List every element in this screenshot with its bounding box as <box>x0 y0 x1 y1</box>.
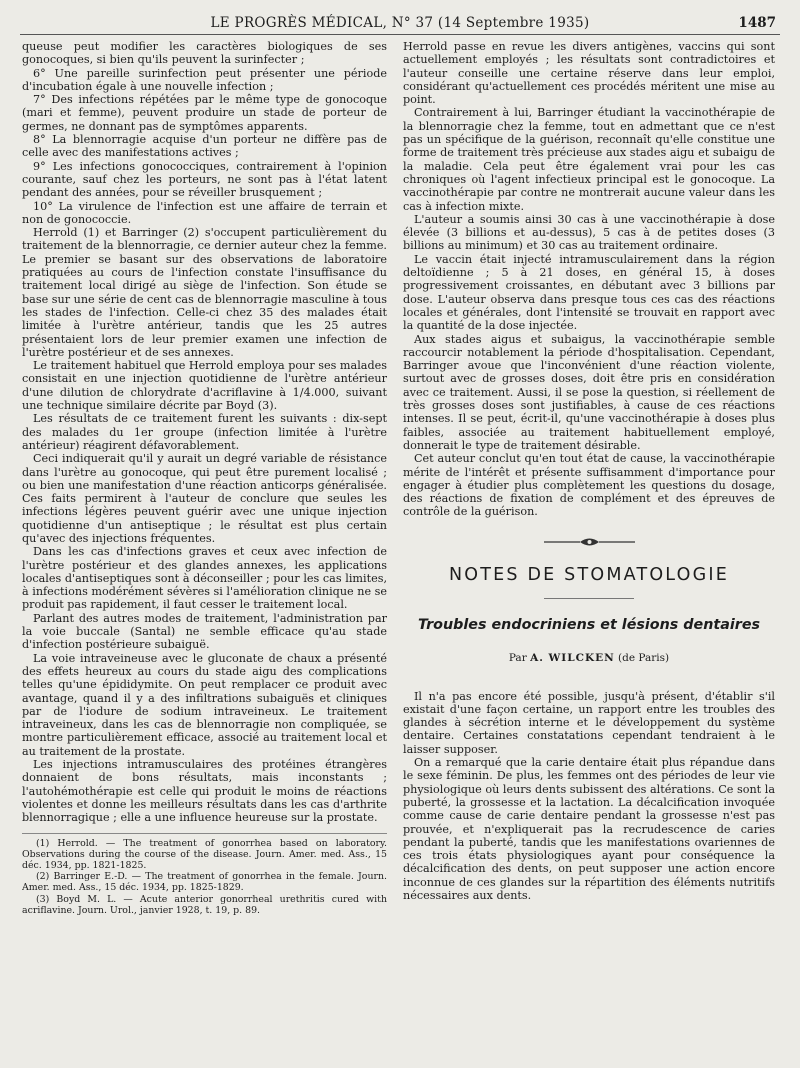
right-column <box>403 40 775 1060</box>
paragraph: La voie intraveineuse avec le gluconate de chaux a présenté des effets heureux au cours du stade aigu des complications telles qu'une épididymite. On peut remplacer ce produit avec avantage, quand il y a des infiltrations subaiguës et cliniques par de l'iodure de sodium intraveineux. Le traitement intraveineux, dans les cas de blennorragie non compliquée, se montre particulièrement efficace, associé au traitement local et au traitement de la prostate. <box>22 651 387 758</box>
page-number: 1487 <box>738 15 776 31</box>
left-column <box>22 40 387 1060</box>
paragraph: Ceci indiquerait qu'il y aurait un degré variable de résistance dans l'urètre au gonocoque, qui peut être purement localisé ; ou bien une manifestation d'une réaction anticorps généralisée. Ces faits permirent à l'auteur de conclure que seules les infections légères peuvent guérir avec une unique injection quotidienne d'un antiseptique ; le résultat est plus certain qu'avec des injections fréquentes. <box>22 452 387 545</box>
title-rule <box>544 598 634 599</box>
byline-prefix: Par <box>508 652 527 665</box>
paragraph: Parlant des autres modes de traitement, l'administration par la voie buccale (Santal) ne semble efficace qu'au stade d'infection postérieure subaiguë. <box>22 611 387 652</box>
paragraph: Le vaccin était injecté intramusculairement dans la région deltoïdienne ; 5 à 21 doses, en général 15, à doses progressivement croissantes, en débutant avec 3 billions par dose. L'auteur observa dans presque tous ces cas des réactions locales et générales, dont l'intensité se trouvait en rapport avec la quantité de la dose injectée. <box>403 252 775 333</box>
footnote: (2) Barringer E.-D. — The treatment of gonorrhea in the female. Journ. Amer. med. Ass., 15 déc. 1934, pp. 1825-1829. <box>22 871 387 894</box>
paragraph: Les résultats de ce traitement furent les suivants : dix-sept des malades du 1er groupe (infection limitée à l'urètre antérieur) réagirent défavorablement. <box>22 412 387 452</box>
byline <box>403 652 775 665</box>
byline-suffix: (de Paris) <box>618 652 670 665</box>
paragraph: L'auteur a soumis ainsi 30 cas à une vaccinothérapie à dose élevée (3 billions et au-dessus), 5 cas à de petites doses (3 billions au minimum) et 30 cas au traitement ordinaire. <box>403 212 775 253</box>
paragraph: 6° Une pareille surinfection peut présenter une période d'incubation égale à une nouvelle infection ; <box>22 66 387 93</box>
paragraph: Contrairement à lui, Barringer étudiant la vaccinothérapie de la blennorragie chez la femme, tout en admettant que ce n'est pas un spécifique de la guérison, reconnaît qu'elle constitue une forme de traitement très précieuse aux stades aigu et subaigu de la maladie. Cela peut être également vrai pour les cas chroniques où l'agent infectieux principal est le gonocoque. La vaccinothérapie par contre ne montrerait aucune valeur dans les cas à infection mixte. <box>403 106 775 213</box>
paragraph: Herrold passe en revue les divers antigènes, vaccins qui sont actuellement employés ; les résultats sont contradictoires et l'auteur conseille une certaine réserve dans leur emploi, considérant qu'actuellement ces procédés méritent une mise au point. <box>403 40 775 107</box>
author-name: A. WILCKEN <box>530 652 615 665</box>
running-header <box>20 12 780 35</box>
paragraph: Il n'a pas encore été possible, jusqu'à présent, d'établir s'il existait d'une façon certaine, un rapport entre les troubles des glandes à sécrétion interne et le développement du système dentaire. Certaines constatations cependant tendraient à le laisser supposer. <box>403 689 775 756</box>
paragraph: Dans les cas d'infections graves et ceux avec infection de l'urètre postérieur et des glandes annexes, les applications locales d'antiseptiques sont à déconseiller ; pour les cas limites, à infections modérément sévères si l'amélioration clinique ne se produit pas rapidement, il faut cesser le traitement local. <box>22 545 387 612</box>
paragraph: Aux stades aigus et subaigus, la vaccinothérapie semble raccourcir notablement la période d'hospitalisation. Cependant, Barringer avoue que l'inconvénient d'une réaction violente, surtout avec de grosses doses, doit être pris en considération avec ce traitement. Aussi, il se pose la question, si réellement de très grosses doses sont justifiables, à cause de ces réactions intenses. Il se peut, écrit-il, qu'une vaccinothérapie à doses plus faibles, associée au traitement habituellement employé, donnerait le type de traitement désirable. <box>403 332 775 452</box>
paragraph: 10° La virulence de l'infection est une affaire de terrain et non de gonococcie. <box>22 199 387 226</box>
paragraph: Les injections intramusculaires des protéines étrangères donnaient de bons résultats, mais inconstants ; l'autohémothérapie est celle qui produit le moins de réactions violentes et donne les meilleurs résultats dans les cas d'arthrite blennorragique ; elle a une influence heureuse sur la prostate. <box>22 758 387 825</box>
article-title: Troubles endocriniens et lésions dentaires <box>417 616 761 633</box>
section-title: NOTES DE STOMATOLOGIE <box>448 564 729 585</box>
paragraph: 9° Les infections gonococciques, contrairement à l'opinion courante, sauf chez les porteurs, ne sont pas à l'état latent pendant des années, pour se réveiller brusquement ; <box>22 159 387 200</box>
ornament-divider <box>542 535 637 549</box>
paragraph: 7° Des infections répétées par le même type de gonocoque (mari et femme), peuvent produire un stade de porteur de germes, ne donnant pas de symptômes apparents. <box>22 93 387 133</box>
footnote: (3) Boyd M. L. — Acute anterior gonorrheal urethritis cured with acriflavine. Journ. Urol., janvier 1928, t. 19, p. 89. <box>22 893 387 916</box>
paragraph: On a remarqué que la carie dentaire était plus répandue dans le sexe féminin. De plus, les femmes ont des périodes de leur vie physiologique où leurs dents subissent des altérations. Ce sont la puberté, la grossesse et la lactation. La décalcification invoquée comme cause de carie dentaire pendant la grossesse n'est pas prouvée, et n'expliquerait pas la recrudescence de caries pendant la puberté, tandis que les manifestations ovariennes de ces trois états physiologiques ayant pour conséquence la décalcification des dents, on peut supposer une action encore inconnue de ces glandes sur la répartition des éléments nutritifs nécessaires aux dents. <box>403 756 775 903</box>
paragraph: Herrold (1) et Barringer (2) s'occupent particulièrement du traitement de la blennorragie, ce dernier auteur chez la femme. Le premier se basant sur des observations de laboratoire pratiquées au cours de l'infection constate l'insuffisance du traitement local dirigé au siège de l'infection. Son étude se base sur une série de cent cas de blennorragie masculine à tous les stades de l'infection. Celle-ci chez 35 des malades était limitée à l'urètre antérieur, tandis que les 25 autres présentaient lors de leur premier examen une infection de l'urètre postérieur et de ses annexes. <box>22 226 387 359</box>
paragraph: queuse peut modifier les caractères biologiques de ses gonocoques, si bien qu'ils peuvent la surinfecter ; <box>22 40 387 67</box>
footnotes <box>22 833 387 916</box>
paragraph: 8° La blennorragie acquise d'un porteur ne diffère pas de celle avec des manifestations actives ; <box>22 133 387 160</box>
paragraph: Le traitement habituel que Herrold employa pour ses malades consistait en une injection quotidienne de l'urètre antérieur d'une dilution de chlorydrate d'acriflavine à 1/4.000, suivant une technique similaire décrite par Boyd (3). <box>22 359 387 413</box>
footnote: (1) Herrold. — The treatment of gonorrhea based on laboratory. Observations during the course of the disease. Journ. Amer. med. Ass., 15 déc. 1934, pp. 1821-1825. <box>22 837 387 871</box>
journal-title: LE PROGRÈS MÉDICAL, N° 37 (14 Septembre 1935) <box>210 15 590 31</box>
paragraph: Cet auteur conclut qu'en tout état de cause, la vaccinothérapie mérite de l'intérêt et présente suffisamment d'importance pour engager à étudier plus complètement les questions du dosage, des réactions de fixation de complément et des épreuves de contrôle de la guérison. <box>403 452 775 519</box>
